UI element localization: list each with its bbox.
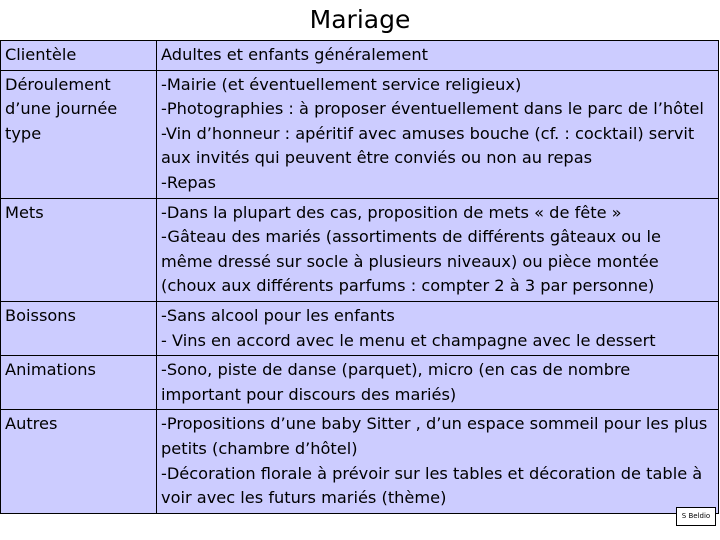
row-label-boissons: Boissons: [1, 301, 157, 355]
table-row: [1, 198, 719, 301]
table-row: [1, 70, 719, 198]
row-label-clientele: Clientèle: [1, 41, 157, 71]
row-label-animations: Animations: [1, 356, 157, 410]
row-line: - Vins en accord avec le menu et champagne avec le dessert: [161, 330, 656, 350]
row-line: -Dans la plupart des cas, proposition de mets « de fête »: [161, 202, 622, 222]
row-label-deroulement: Déroulement d’une journée type: [1, 70, 157, 198]
row-value-clientele: [157, 41, 719, 71]
table-row: [1, 301, 719, 355]
row-label-mets: Mets: [1, 198, 157, 301]
row-line: -Décoration florale à prévoir sur les tables et décoration de table à voir avec les futurs mariés (thème): [161, 463, 703, 508]
row-line: -Vin d’honneur : apéritif avec amuses bouche (cf. : cocktail) servit aux invités qui peuvent être conviés ou non au repas: [161, 123, 695, 168]
wedding-table: [0, 40, 719, 514]
row-value-mets: [157, 198, 719, 301]
table-row: [1, 410, 719, 513]
row-value-autres: [157, 410, 719, 513]
row-line: -Propositions d’une baby Sitter , d’un espace sommeil pour les plus petits (chambre d’hôtel): [161, 414, 708, 458]
row-value-animations: [157, 356, 719, 410]
row-line: -Photographies : à proposer éventuellement dans le parc de l’hôtel: [161, 99, 704, 119]
row-line: -Sono, piste de danse (parquet), micro (en cas de nombre important pour discours des mariés): [161, 360, 631, 404]
row-label-autres: Autres: [1, 410, 157, 513]
row-line: -Sans alcool pour les enfants: [161, 305, 395, 325]
row-line: -Gâteau des mariés (assortiments de différents gâteaux ou le même dressé sur socle à plusieurs niveaux) ou pièce montée (choux aux différents parfums : compter 2 à 3 par personne): [161, 227, 662, 296]
row-line: -Mairie (et éventuellement service religieux): [161, 74, 522, 94]
table-row: [1, 41, 719, 71]
row-value-boissons: [157, 301, 719, 355]
table-row: [1, 356, 719, 410]
row-value-deroulement: [157, 70, 719, 198]
author-signature: S Beldio: [676, 507, 716, 526]
row-line: -Repas: [161, 172, 216, 192]
row-line: Adultes et enfants généralement: [161, 45, 428, 64]
page-title: Mariage: [309, 5, 411, 34]
